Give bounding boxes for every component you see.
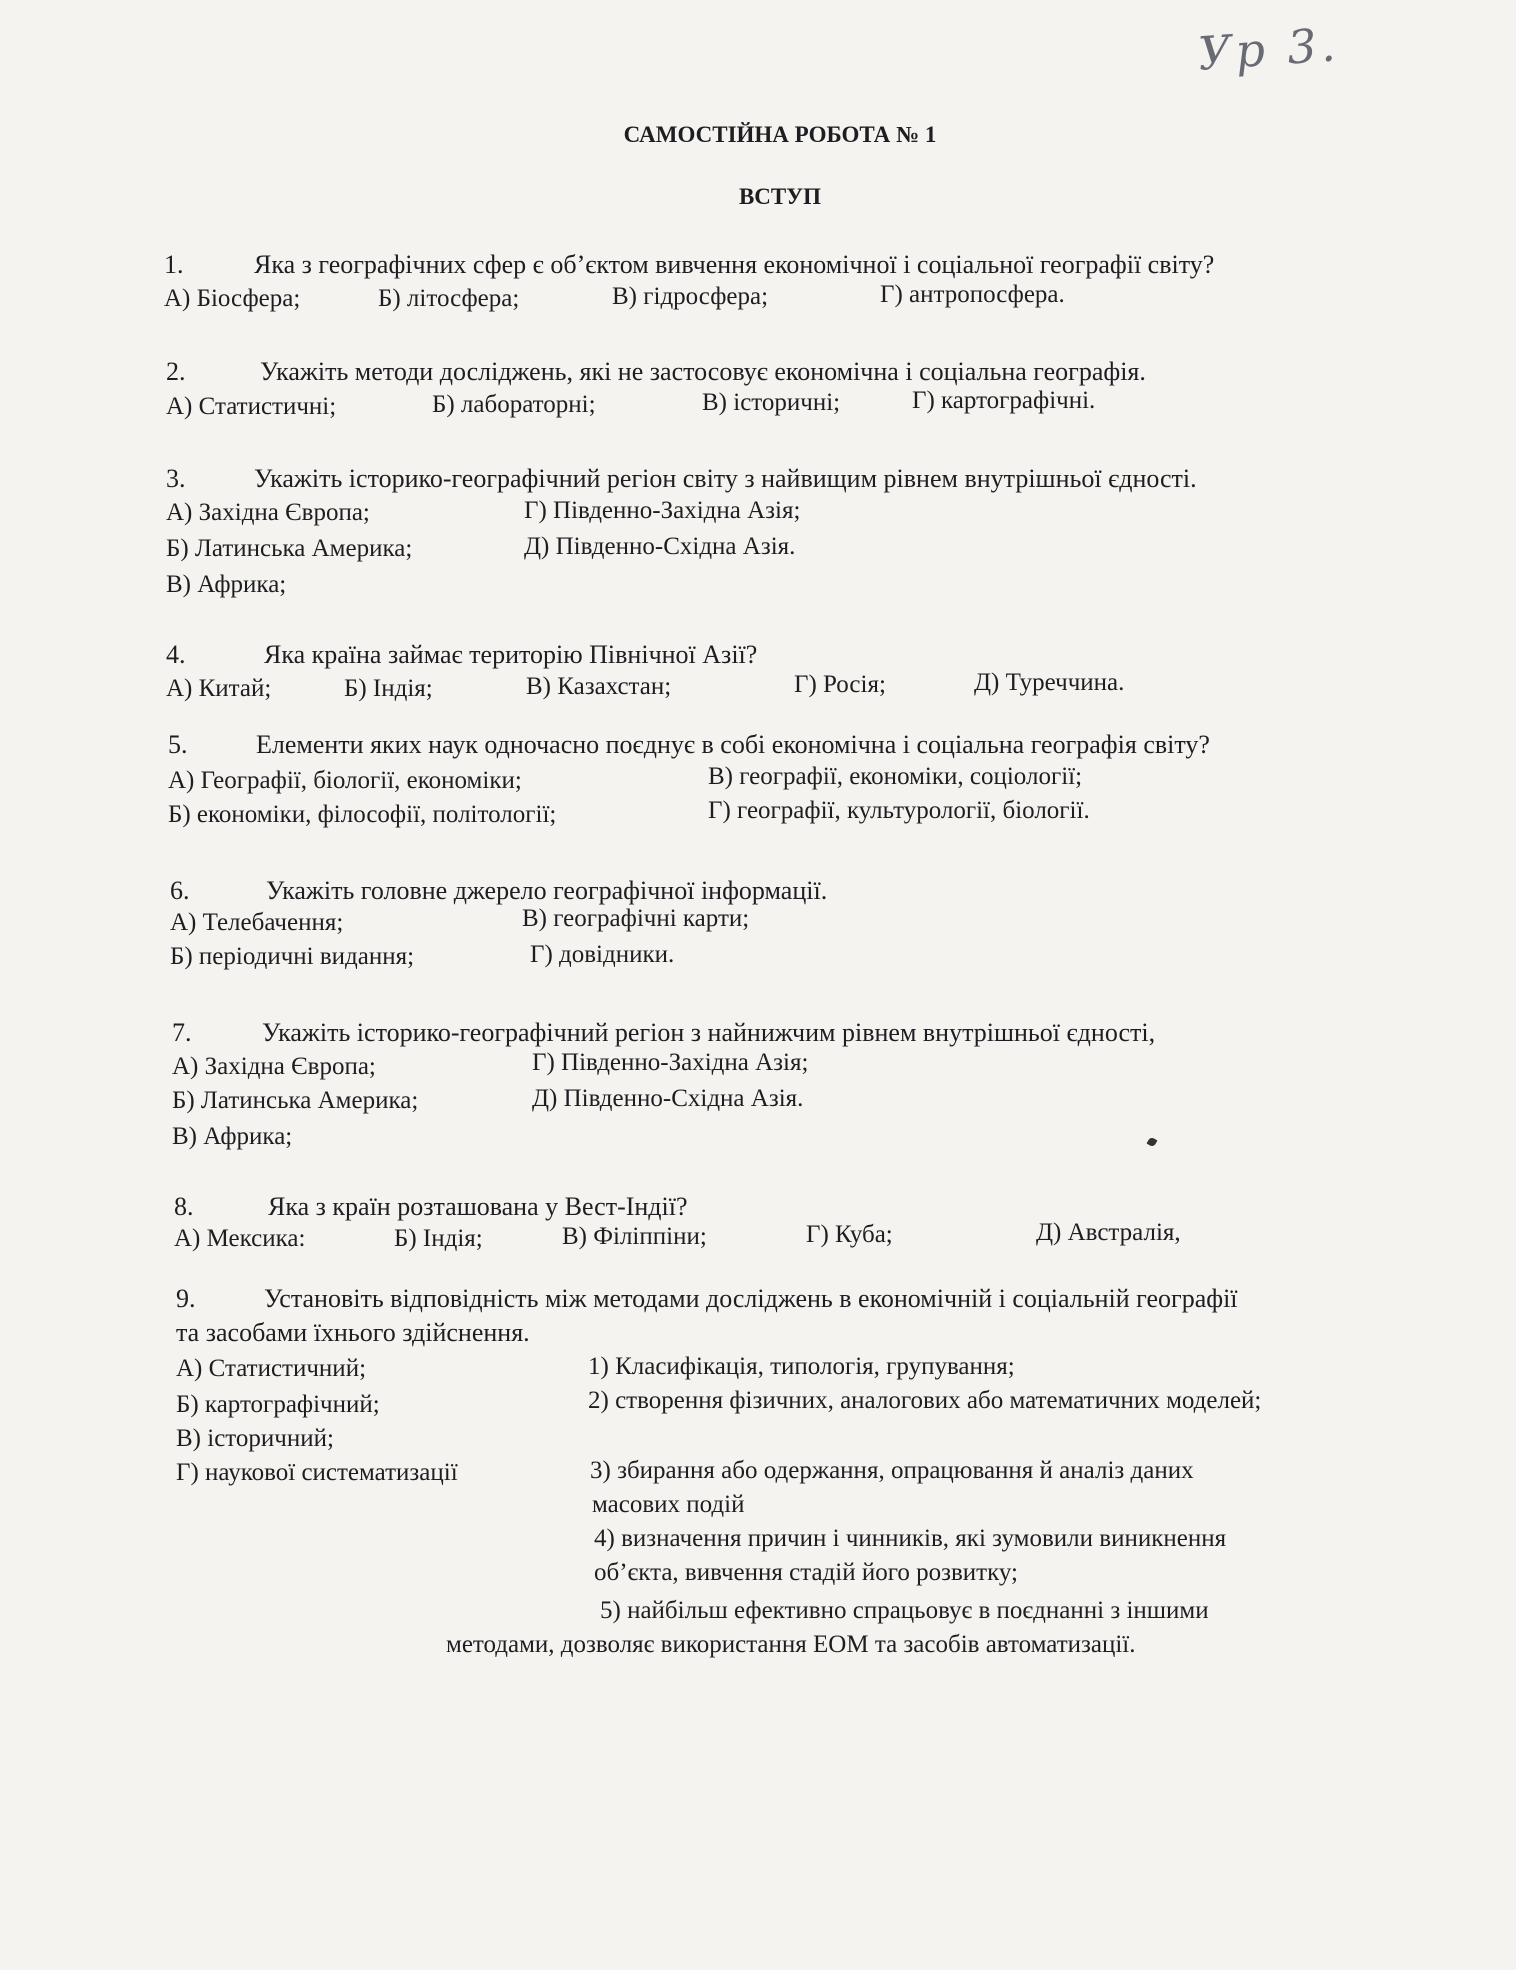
- option: В) географії, економіки, соціології;: [708, 763, 1083, 790]
- option: В) географічні карти;: [522, 905, 750, 932]
- question-text: Яка країна займає територію Північної Азії?: [264, 640, 758, 669]
- match-answer: об’єкта, вивчення стадій його розвитку;: [594, 1559, 1018, 1586]
- page-title: САМОСТІЙНА РОБОТА № 1: [623, 122, 937, 147]
- question-text: Укажіть історико-географічний регіон з найнижчим рівнем внутрішньої єдності,: [262, 1018, 1156, 1047]
- option: Д) Південно-Східна Азія.: [532, 1085, 804, 1112]
- option: Б) Латинська Америка;: [172, 1087, 419, 1114]
- option: А) Біосфера;: [164, 285, 301, 312]
- option: Г) Куба;: [806, 1221, 893, 1248]
- question-number: 8.: [174, 1192, 194, 1221]
- option: В) Африка;: [166, 571, 287, 598]
- match-answer: методами, дозволяє використання ЕОМ та засобів автоматизації.: [446, 1631, 1136, 1658]
- question-number: 6.: [170, 876, 190, 905]
- option: Б) періодичні видання;: [170, 943, 415, 970]
- option: Г) картографічні.: [912, 387, 1096, 414]
- option: В) Казахстан;: [526, 673, 672, 700]
- match-answer: 5) найбільш ефективно спрацьовує в поєднанні з іншими: [600, 1597, 1209, 1624]
- question-2: [166, 357, 1146, 387]
- question-6: [170, 876, 828, 906]
- question-text-continued: та засобами їхнього здійснення.: [176, 1318, 530, 1347]
- match-answer: 4) визначення причин і чинників, які зумовили виникнення: [594, 1525, 1227, 1552]
- option: А) Мексика:: [174, 1225, 306, 1252]
- option: В) Африка;: [172, 1123, 293, 1150]
- option: Д) Південно-Східна Азія.: [524, 533, 796, 560]
- question-4: [166, 640, 758, 670]
- option: Г) географії, культурології, біології.: [708, 797, 1090, 824]
- match-answer: масових подій: [592, 1491, 745, 1518]
- option: Г) антропосфера.: [880, 281, 1065, 308]
- ink-speck: [1147, 1137, 1158, 1148]
- option: Г) Росія;: [794, 671, 886, 698]
- option: Б) Індія;: [394, 1225, 483, 1252]
- option: Б) Латинська Америка;: [166, 535, 413, 562]
- question-number: 7.: [172, 1018, 192, 1047]
- question-number: 2.: [166, 357, 186, 386]
- question-number: 9.: [176, 1284, 196, 1313]
- question-text: Яка з країн розташована у Вест-Індії?: [268, 1192, 688, 1221]
- question-9: [176, 1284, 1238, 1314]
- option: Г) Південно-Західна Азія;: [532, 1049, 809, 1076]
- option: Д) Туреччина.: [974, 669, 1125, 696]
- option: В) історичний;: [176, 1425, 334, 1452]
- option: Б) літосфера;: [378, 285, 520, 312]
- question-number: 5.: [168, 730, 188, 759]
- option: Б) економіки, філософії, політології;: [168, 801, 557, 828]
- match-answer: 1) Класифікація, типологія, групування;: [588, 1353, 1015, 1380]
- option: А) Телебачення;: [170, 909, 344, 936]
- match-answer: 2) створення фізичних, аналогових або математичних моделей;: [588, 1387, 1262, 1414]
- option: Д) Австралія,: [1036, 1219, 1181, 1246]
- question-text: Яка з географічних сфер є об’єктом вивчення економічної і соціальної географії світу?: [254, 250, 1215, 279]
- option: Б) Індія;: [344, 675, 433, 702]
- option: В) гідросфера;: [612, 283, 769, 310]
- question-7: [172, 1018, 1156, 1048]
- question-number: 4.: [166, 640, 186, 669]
- option: Г) довідники.: [530, 941, 675, 968]
- option: В) Філіппіни;: [562, 1223, 707, 1250]
- option: А) Статистичний;: [176, 1355, 367, 1382]
- question-5: [168, 730, 1210, 760]
- question-3: [166, 464, 1197, 494]
- match-answer: 3) збирання або одержання, опрацювання й аналіз даних: [590, 1457, 1194, 1484]
- question-text: Установіть відповідність між методами досліджень в економічній і соціальній географії: [264, 1284, 1238, 1313]
- option: А) Західна Європа;: [172, 1053, 376, 1080]
- option: Г) наукової систематизації: [176, 1459, 458, 1486]
- option: А) Географії, біології, економіки;: [168, 767, 522, 794]
- option: А) Статистичні;: [166, 393, 337, 420]
- page-subtitle: ВСТУП: [738, 184, 822, 209]
- question-text: Укажіть історико-географічний регіон світу з найвищим рівнем внутрішньої єдності.: [254, 464, 1197, 493]
- question-text: Укажіть методи досліджень, які не застосовує економічна і соціальна географія.: [260, 357, 1146, 386]
- question-8: [174, 1192, 688, 1222]
- option: В) історичні;: [702, 389, 841, 416]
- option: А) Західна Європа;: [166, 499, 370, 526]
- option: Б) картографічний;: [176, 1391, 380, 1418]
- question-1: [164, 250, 1215, 280]
- question-text: Елементи яких наук одночасно поєднує в собі економічна і соціальна географія світу?: [256, 730, 1210, 759]
- option: Б) лабораторні;: [432, 391, 596, 418]
- question-number: 3.: [166, 464, 186, 493]
- question-number: 1.: [164, 250, 184, 279]
- question-text: Укажіть головне джерело географічної інформації.: [266, 876, 828, 905]
- handwritten-note: Ур 3.: [1196, 17, 1341, 81]
- option: Г) Південно-Західна Азія;: [524, 497, 801, 524]
- option: А) Китай;: [166, 675, 272, 702]
